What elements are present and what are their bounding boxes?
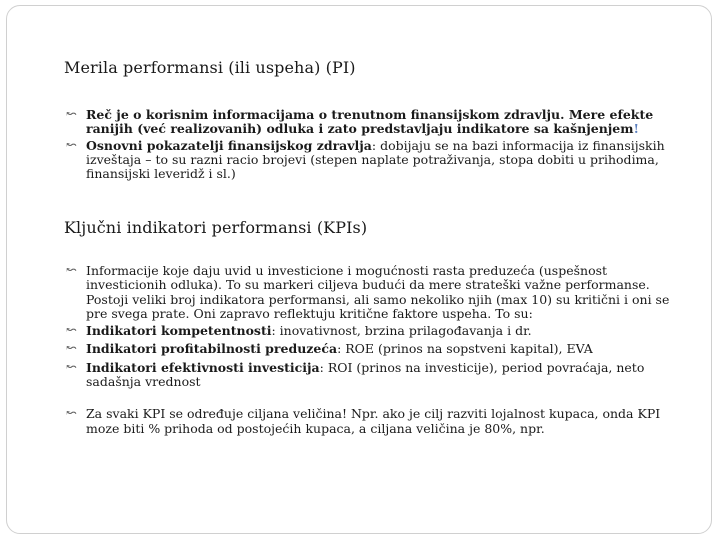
list-item	[64, 324, 684, 338]
item-text: : inovativnost, brzina prilagođavanja i dr.	[271, 323, 532, 339]
kpi-list	[64, 264, 684, 436]
item-text: Reč je o korisnim informacijama o trenutnom finansijskom zdravlju. Mere efekte ranijih (već realizovanih) odluka i zato predstavljaju indikatore sa kašnjenjem	[86, 107, 654, 137]
scroll-bullet-icon: ↜	[66, 406, 77, 422]
pi-list	[64, 108, 684, 181]
item-text: : dobijaju se na bazi informacija iz finansijskih izveštaja – to su razni racio brojevi (stepen naplate potraživanja, stopa dobiti u prihodima, finansijski leveridž i sl.)	[86, 137, 665, 182]
list-item	[64, 407, 684, 436]
item-suffix: !	[633, 121, 639, 137]
scroll-bullet-icon: ↜	[66, 323, 77, 339]
list-item	[64, 264, 684, 321]
section-title-pi: Merila performansi (ili uspeha) (PI)	[64, 58, 356, 77]
list-item	[64, 139, 684, 182]
item-text: : ROI (prinos na investicije), period povraćaja, neto sadašnja vrednost	[86, 359, 645, 390]
scroll-bullet-icon: ↜	[66, 359, 77, 375]
item-text: : ROE (prinos na sopstveni kapital), EVA	[337, 341, 593, 357]
list-item	[64, 361, 684, 390]
scroll-bullet-icon: ↜	[66, 107, 77, 122]
item-text: Informacije koje daju uvid u investicione i mogućnosti rasta preduzeća (uspešnost investicionih odluka). To su markeri ciljeva budući da mere strateški važne performanse. Postoji veliki broj indikatora performansi, ali samo nekoliko njih (max 10) su kritični i oni se pre svega prate. Oni zapravo reflektuju kritične faktore uspeha. To su:	[86, 263, 670, 321]
section-title-kpi: Ključni indikatori performansi (KPIs)	[64, 218, 368, 237]
list-item	[64, 342, 684, 356]
item-bold-text: Indikatori profitabilnosti preduzeća	[86, 341, 338, 357]
list-item	[64, 108, 684, 137]
item-bold-text: Osnovni pokazatelji finansijskog zdravlja	[86, 137, 372, 153]
item-bold-text: Indikatori efektivnosti investicija	[86, 359, 320, 375]
item-text: Za svaki KPI se određuje ciljana veličina! Npr. ako je cilj razviti lojalnost kupaca, onda KPI moze biti % prihoda od postojećih kupaca, a ciljana veličina je 80%, npr.	[86, 406, 661, 436]
scroll-bullet-icon: ↜	[66, 341, 77, 357]
item-bold-text: Indikatori kompetentnosti	[86, 323, 272, 339]
scroll-bullet-icon: ↜	[66, 263, 77, 278]
scroll-bullet-icon: ↜	[66, 137, 77, 153]
